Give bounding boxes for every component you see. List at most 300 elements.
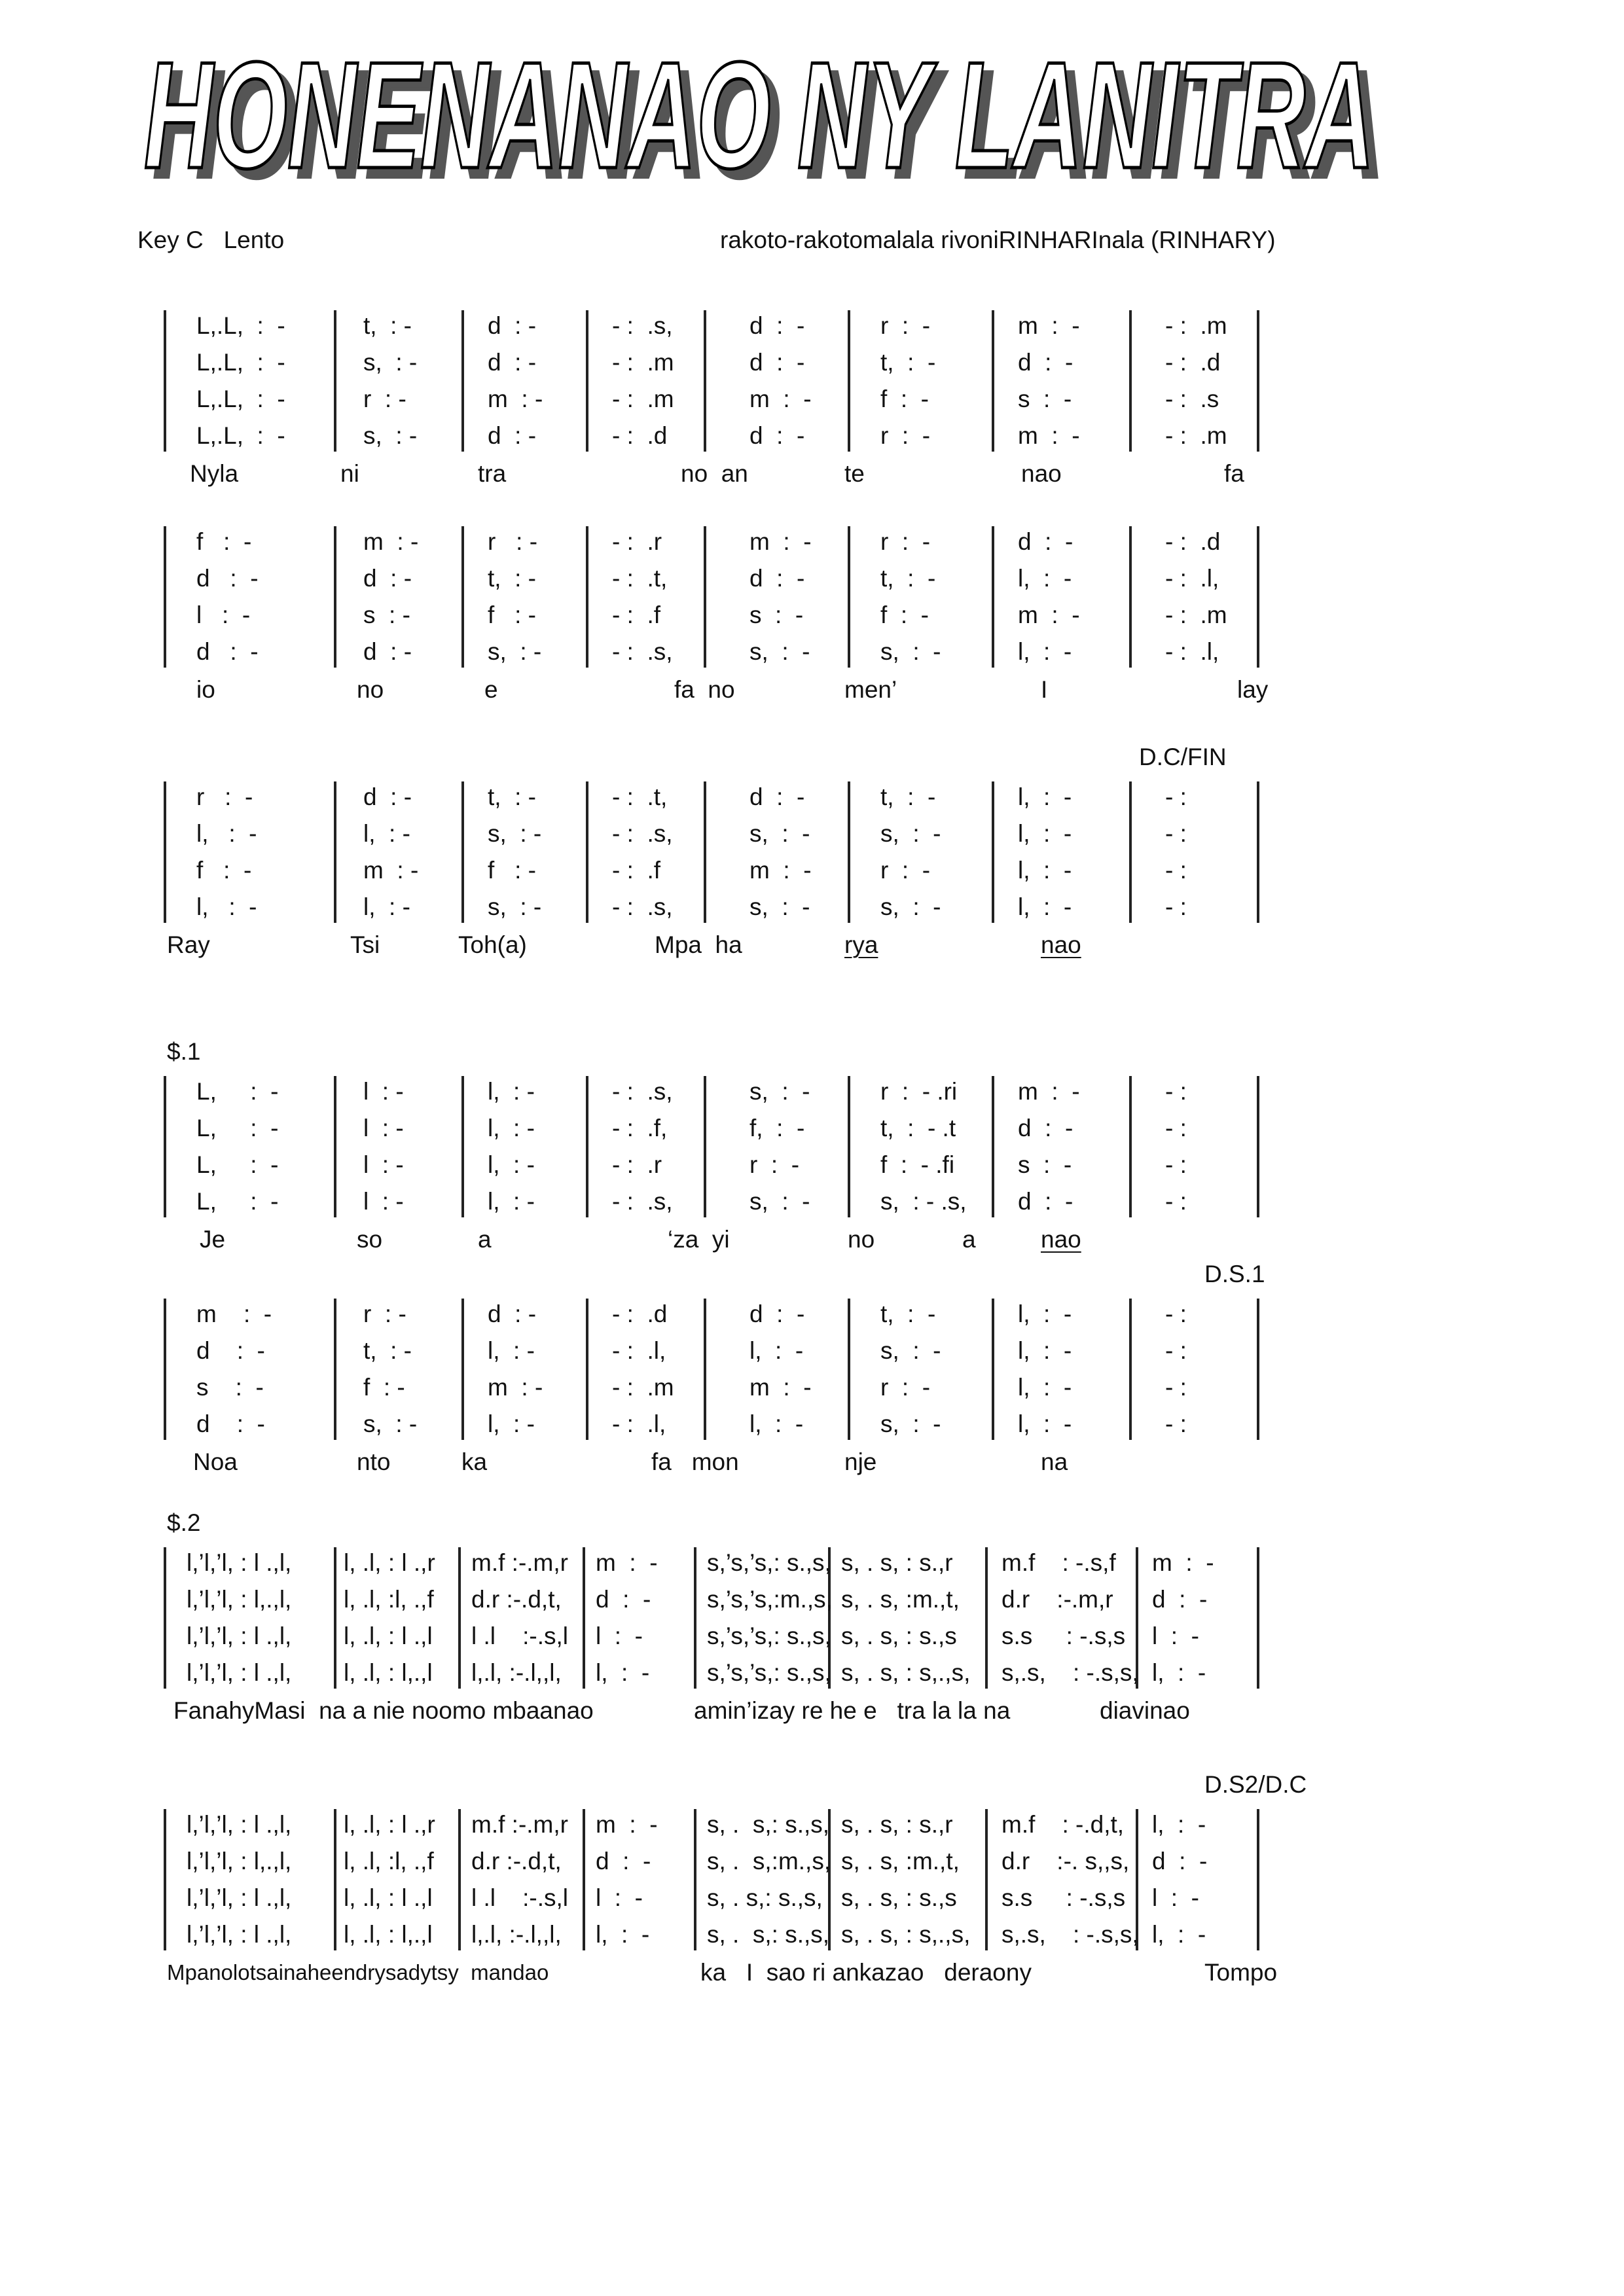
solfa-cell: - : .r	[612, 1151, 662, 1178]
solfa-cell: d : -	[749, 565, 805, 592]
lyric-syllable: no	[357, 676, 384, 703]
barline	[992, 526, 994, 668]
solfa-cell: l, : -	[1152, 1921, 1206, 1948]
solfa-cell: s : -	[1018, 386, 1072, 412]
solfa-cell: r : -	[880, 857, 931, 884]
barline	[1257, 310, 1259, 452]
barline	[1257, 1547, 1259, 1689]
barline	[334, 781, 336, 923]
barline	[704, 1299, 706, 1440]
solfa-cell: r : -	[749, 1151, 800, 1178]
lyric-syllable: io	[196, 676, 215, 703]
solfa-cell: s, : -	[880, 638, 941, 665]
solfa-cell: s, : - .s,	[880, 1188, 967, 1215]
solfa-cell: d.r :-.d,t,	[471, 1586, 562, 1613]
solfa-cell: d : -	[196, 1410, 265, 1437]
lyric-syllable: a	[962, 1226, 976, 1253]
solfa-cell: l, : -	[488, 1337, 535, 1364]
solfa-cell: l, : -	[1018, 638, 1072, 665]
lyric-syllable: Noa	[193, 1448, 238, 1475]
solfa-cell: s, : -	[749, 893, 810, 920]
solfa-cell: s, : -	[363, 349, 418, 376]
solfa-cell: d : -	[488, 422, 537, 449]
lyric-syllable: ka	[461, 1448, 488, 1475]
solfa-cell: s, . s,: s.,s,	[707, 1884, 823, 1911]
solfa-cell: s,’s,’s,: s.,s,	[707, 1659, 831, 1686]
solfa-cell: r : -	[363, 1300, 406, 1327]
solfa-cell: s : -	[196, 1374, 264, 1401]
solfa-cell: f : - .fi	[880, 1151, 955, 1178]
barline	[164, 310, 166, 452]
solfa-cell: l, : -	[596, 1659, 650, 1686]
lyric-syllable: nao	[1041, 1226, 1081, 1253]
section-marker: D.S2/D.C	[1204, 1771, 1307, 1798]
barline	[164, 1076, 166, 1217]
solfa-cell: l, .l, : l .,l	[344, 1623, 433, 1649]
solfa-cell: - : .s,	[612, 312, 673, 339]
solfa-cell: l,’l,’l, : l .,l,	[187, 1921, 292, 1948]
lyric-syllable: fa mon	[651, 1448, 739, 1475]
solfa-cell: m : -	[1018, 312, 1080, 339]
solfa-cell: l : -	[596, 1623, 643, 1649]
solfa-cell: m.f : -.d,t,	[1001, 1811, 1125, 1838]
solfa-cell: m.f :-.m,r	[471, 1811, 568, 1838]
solfa-cell: l,’l,’l, : l .,l,	[187, 1623, 292, 1649]
barline	[1129, 310, 1132, 452]
solfa-cell: d : -	[1018, 1115, 1074, 1141]
solfa-cell: l, : -	[1018, 1410, 1072, 1437]
solfa-cell: s, . s,:m.,s,	[707, 1848, 831, 1874]
key-tempo: Key C Lento	[137, 226, 285, 253]
solfa-cell: l,’l,’l, : l,.,l,	[187, 1848, 292, 1874]
solfa-cell: m : -	[1018, 422, 1080, 449]
lyric-syllable: amin’izay re he e tra la la na	[694, 1697, 1011, 1724]
lyric-syllable: Tompo	[1204, 1959, 1278, 1986]
solfa-cell: - : .m	[1165, 312, 1227, 339]
solfa-cell: - : .s	[1165, 386, 1219, 412]
solfa-cell: m : -	[488, 1374, 543, 1401]
solfa-cell: l, .l, : l .,r	[344, 1811, 435, 1838]
lyric-syllable: lay	[1237, 676, 1269, 703]
solfa-cell: L, : -	[196, 1078, 279, 1105]
solfa-cell: L,.L, : -	[196, 349, 285, 376]
solfa-cell: l : -	[1152, 1884, 1199, 1911]
solfa-cell: - : .d	[612, 1300, 668, 1327]
lyric-syllable: fa no	[674, 676, 735, 703]
solfa-cell: L, : -	[196, 1188, 279, 1215]
solfa-cell: s, . s,: s.,s,	[707, 1811, 830, 1838]
title-text: HONENANAO NY LANITRA	[144, 46, 1375, 196]
solfa-cell: l, : -	[1018, 1337, 1072, 1364]
solfa-cell: - : .f	[612, 601, 660, 628]
section-marker: $.1	[167, 1038, 201, 1065]
solfa-cell: s,.s, : -.s,s,	[1001, 1921, 1139, 1948]
barline	[704, 526, 706, 668]
lyric-syllable: ni	[340, 460, 359, 487]
solfa-cell: l, : -	[1018, 1374, 1072, 1401]
solfa-cell: s, : -	[880, 893, 941, 920]
lyric-syllable: nao	[1021, 460, 1062, 487]
solfa-cell: l,’l,’l, : l .,l,	[187, 1659, 292, 1686]
barline	[461, 1076, 464, 1217]
solfa-cell: l .l :-.s,l	[471, 1623, 568, 1649]
barline	[704, 1076, 706, 1217]
solfa-cell: - : .l,	[612, 1410, 666, 1437]
solfa-cell: m : -	[596, 1549, 658, 1576]
solfa-cell: s : -	[749, 601, 804, 628]
solfa-cell: s, : -	[363, 1410, 418, 1437]
solfa-cell: - :	[1165, 1115, 1187, 1141]
lyric-syllable: Toh(a)	[458, 931, 527, 958]
lyric-syllable: te	[844, 460, 865, 487]
barline	[1129, 526, 1132, 668]
solfa-cell: s, : -	[880, 1337, 941, 1364]
solfa-cell: m : -	[749, 386, 812, 412]
solfa-cell: l, : -	[1018, 565, 1072, 592]
lyric-syllable: FanahyMasi na a nie noomo mbaanao	[173, 1697, 594, 1724]
solfa-cell: - : .l,	[1165, 565, 1219, 592]
barline	[992, 1076, 994, 1217]
solfa-cell: t, : -	[880, 783, 936, 810]
title-shadow: HONENANAO NY LANITRA	[153, 46, 1384, 196]
lyric-syllable: a	[478, 1226, 492, 1253]
solfa-cell: f : -	[880, 601, 929, 628]
barline	[583, 1547, 585, 1689]
barline	[461, 1299, 464, 1440]
barline	[704, 310, 706, 452]
solfa-cell: L,.L, : -	[196, 422, 285, 449]
solfa-cell: - :	[1165, 783, 1187, 810]
solfa-cell: s, . s, : s.,r	[841, 1811, 953, 1838]
solfa-cell: s.s : -.s,s	[1001, 1884, 1126, 1911]
solfa-cell: l : -	[196, 601, 251, 628]
barline	[164, 1809, 166, 1950]
solfa-cell: l, : -	[1152, 1659, 1206, 1686]
barline	[1257, 1299, 1259, 1440]
solfa-cell: m : -	[596, 1811, 658, 1838]
solfa-cell: d : -	[1152, 1848, 1208, 1874]
composer-credit: rakoto-rakotomalala rivoniRINHARInala (RINHARY)	[720, 226, 1276, 253]
solfa-cell: m : -	[488, 386, 543, 412]
solfa-cell: m : -	[749, 857, 812, 884]
solfa-cell: m : -	[196, 1300, 272, 1327]
barline	[992, 1299, 994, 1440]
solfa-cell: s, : -	[363, 422, 418, 449]
solfa-cell: d : -	[1018, 349, 1074, 376]
solfa-cell: - : .t,	[612, 783, 668, 810]
lyric-syllable: e	[484, 676, 498, 703]
solfa-cell: l : -	[363, 1151, 404, 1178]
solfa-cell: f : -	[488, 601, 536, 628]
lyric-syllable: no	[848, 1226, 875, 1253]
solfa-cell: l, : -	[1018, 893, 1072, 920]
solfa-cell: s,.s, : -.s,s,	[1001, 1659, 1139, 1686]
solfa-cell: - : .d	[1165, 528, 1221, 555]
solfa-cell: L,.L, : -	[196, 312, 285, 339]
barline	[992, 781, 994, 923]
solfa-cell: l, : -	[488, 1078, 535, 1105]
lyric-syllable: no an	[681, 460, 748, 487]
song-title	[137, 46, 1414, 196]
solfa-cell: m : -	[1152, 1549, 1214, 1576]
solfa-cell: - :	[1165, 1410, 1187, 1437]
solfa-cell: m : -	[363, 857, 419, 884]
solfa-cell: l,’l,’l, : l .,l,	[187, 1549, 292, 1576]
solfa-cell: - : .l,	[1165, 638, 1219, 665]
solfa-cell: l, : -	[749, 1337, 804, 1364]
solfa-cell: l, : -	[1018, 820, 1072, 847]
barline	[1257, 781, 1259, 923]
solfa-cell: l, .l, : l .,l	[344, 1884, 433, 1911]
barline	[848, 1076, 850, 1217]
lyric-syllable: tra	[478, 460, 507, 487]
lyric-syllable: Mpanolotsainaheendrysadytsy mandao	[167, 1960, 549, 1984]
solfa-cell: l, : -	[488, 1115, 535, 1141]
solfa-cell: s, : -	[749, 1188, 810, 1215]
solfa-cell: s, : -	[488, 893, 542, 920]
lyric-syllable: nje	[844, 1448, 877, 1475]
solfa-cell: - :	[1165, 1078, 1187, 1105]
barline	[334, 1299, 336, 1440]
solfa-cell: s, . s, :m.,t,	[841, 1586, 960, 1613]
solfa-cell: d : -	[749, 422, 805, 449]
solfa-cell: l, : -	[196, 893, 257, 920]
lyric-syllable: Nyla	[190, 460, 239, 487]
solfa-cell: - : .m	[612, 386, 674, 412]
solfa-cell: t, : -	[363, 312, 412, 339]
solfa-cell: l,’l,’l, : l .,l,	[187, 1811, 292, 1838]
barline	[992, 310, 994, 452]
solfa-cell: s,’s,’s,: s.,s,	[707, 1549, 831, 1576]
solfa-cell: l : -	[363, 1115, 404, 1141]
solfa-cell: s, . s, : s.,r	[841, 1549, 953, 1576]
solfa-cell: m.f :-.m,r	[471, 1549, 568, 1576]
solfa-cell: l, .l, : l,.,l	[344, 1921, 433, 1948]
solfa-cell: - : .s,	[612, 893, 673, 920]
section-marker: D.C/FIN	[1139, 744, 1227, 770]
solfa-cell: l,.l, :-.l,,l,	[471, 1659, 562, 1686]
solfa-cell: l,’l,’l, : l .,l,	[187, 1884, 292, 1911]
solfa-cell: - : .d	[1165, 349, 1221, 376]
solfa-cell: d : -	[196, 638, 259, 665]
solfa-cell: - :	[1165, 820, 1187, 847]
solfa-cell: s, . s, : s,.,s,	[841, 1659, 971, 1686]
solfa-cell: m.f : -.s,f	[1001, 1549, 1116, 1576]
solfa-cell: s, : -	[488, 638, 542, 665]
barline	[334, 310, 336, 452]
solfa-cell: - :	[1165, 1188, 1187, 1215]
barline	[164, 1547, 166, 1689]
solfa-cell: l : -	[596, 1884, 643, 1911]
solfa-cell: l, : -	[488, 1151, 535, 1178]
solfa-cell: r : -	[880, 528, 931, 555]
lyric-syllable: nao	[1041, 931, 1081, 958]
solfa-cell: l, : -	[1018, 1300, 1072, 1327]
solfa-cell: s : -	[363, 601, 410, 628]
solfa-cell: m : -	[363, 528, 419, 555]
solfa-cell: r : -	[880, 422, 931, 449]
section-marker: $.2	[167, 1509, 201, 1536]
solfa-cell: s,’s,’s,:m.,s,	[707, 1586, 833, 1613]
solfa-cell: d.r :-. s,,s,	[1001, 1848, 1130, 1874]
solfa-cell: l, .l, :l, .,f	[344, 1586, 434, 1613]
barline	[461, 781, 464, 923]
solfa-cell: d : -	[1018, 1188, 1074, 1215]
solfa-cell: f : -	[488, 857, 536, 884]
solfa-cell: r : -	[196, 783, 253, 810]
barline	[985, 1809, 988, 1950]
solfa-cell: d : -	[488, 1300, 537, 1327]
solfa-cell: d : -	[596, 1848, 651, 1874]
barline	[1257, 1076, 1259, 1217]
solfa-cell: f : -	[196, 528, 252, 555]
solfa-cell: d : -	[363, 638, 412, 665]
solfa-cell: s, . s, : s.,s	[841, 1884, 957, 1911]
solfa-cell: d : -	[1018, 528, 1074, 555]
solfa-cell: s,’s,’s,: s.,s,	[707, 1623, 831, 1649]
barline	[586, 1076, 588, 1217]
solfa-cell: l, .l, : l,.,l	[344, 1659, 433, 1686]
solfa-cell: - : .l,	[612, 1337, 666, 1364]
solfa-cell: - : .s,	[612, 638, 673, 665]
solfa-cell: d : -	[363, 565, 412, 592]
barline	[458, 1547, 461, 1689]
barline	[694, 1547, 696, 1689]
solfa-cell: l, : -	[596, 1921, 650, 1948]
barline	[848, 1299, 850, 1440]
solfa-cell: - : .m	[612, 1374, 674, 1401]
solfa-cell: m : -	[749, 1374, 812, 1401]
solfa-cell: m : -	[1018, 1078, 1080, 1105]
barline	[1257, 526, 1259, 668]
solfa-cell: r : - .ri	[880, 1078, 958, 1105]
solfa-cell: d : -	[196, 1337, 265, 1364]
solfa-cell: d : -	[749, 312, 805, 339]
solfa-cell: - : .s,	[612, 820, 673, 847]
solfa-cell: s, . s, : s.,s	[841, 1623, 957, 1649]
lyric-syllable: Mpa ha	[655, 931, 742, 958]
solfa-cell: f : -	[196, 857, 252, 884]
barline	[334, 526, 336, 668]
solfa-cell: t, : -	[488, 565, 536, 592]
solfa-cell: - :	[1165, 893, 1187, 920]
solfa-cell: - : .m	[1165, 601, 1227, 628]
solfa-cell: l,.l, :-.l,,l,	[471, 1921, 562, 1948]
solfa-cell: s, : -	[749, 820, 810, 847]
solfa-cell: r : -	[363, 386, 406, 412]
solfa-cell: l, : -	[363, 820, 410, 847]
barline	[458, 1809, 461, 1950]
solfa-cell: d : -	[196, 565, 259, 592]
lyric-syllable: Je	[200, 1226, 226, 1253]
solfa-cell: l, .l, : l .,r	[344, 1549, 435, 1576]
solfa-cell: l : -	[1152, 1623, 1199, 1649]
barline	[1257, 1809, 1259, 1950]
solfa-cell: d : -	[363, 783, 412, 810]
lyric-syllable: na	[1041, 1448, 1068, 1475]
barline	[704, 781, 706, 923]
barline	[586, 1299, 588, 1440]
solfa-cell: t, : - .t	[880, 1115, 956, 1141]
solfa-cell: - :	[1165, 1300, 1187, 1327]
solfa-cell: l .l :-.s,l	[471, 1884, 568, 1911]
barline	[334, 1547, 336, 1689]
solfa-cell: s : -	[1018, 1151, 1072, 1178]
solfa-cell: s, . s,: s.,s,	[707, 1921, 830, 1948]
solfa-cell: - : .d	[612, 422, 668, 449]
solfa-cell: d : -	[749, 783, 805, 810]
lyric-syllable: Tsi	[350, 931, 380, 958]
solfa-cell: l : -	[363, 1078, 404, 1105]
solfa-cell: - :	[1165, 1151, 1187, 1178]
solfa-cell: d.r :-.m,r	[1001, 1586, 1113, 1613]
section-marker: D.S.1	[1204, 1261, 1265, 1287]
barline	[694, 1809, 696, 1950]
solfa-cell: f, : -	[749, 1115, 805, 1141]
solfa-cell: d : -	[749, 1300, 805, 1327]
solfa-cell: m : -	[1018, 601, 1080, 628]
solfa-cell: - :	[1165, 857, 1187, 884]
barline	[848, 310, 850, 452]
solfa-cell: s, . s, :m.,t,	[841, 1848, 960, 1874]
solfa-cell: f : -	[363, 1374, 405, 1401]
solfa-cell: d : -	[1152, 1586, 1208, 1613]
barline	[164, 526, 166, 668]
solfa-cell: - :	[1165, 1374, 1187, 1401]
solfa-cell: - : .m	[1165, 422, 1227, 449]
solfa-cell: s.s : -.s,s	[1001, 1623, 1126, 1649]
solfa-cell: - :	[1165, 1337, 1187, 1364]
barline	[461, 526, 464, 668]
barline	[848, 526, 850, 668]
solfa-cell: l, : -	[488, 1188, 535, 1215]
solfa-cell: t, : -	[880, 349, 936, 376]
barline	[461, 310, 464, 452]
solfa-cell: L, : -	[196, 1151, 279, 1178]
solfa-cell: l, : -	[1018, 857, 1072, 884]
solfa-cell: d.r :-.d,t,	[471, 1848, 562, 1874]
solfa-cell: - : .t,	[612, 565, 668, 592]
solfa-cell: d : -	[596, 1586, 651, 1613]
barline	[586, 310, 588, 452]
solfa-cell: L,.L, : -	[196, 386, 285, 412]
solfa-cell: l, : -	[488, 1410, 535, 1437]
solfa-cell: s, . s, : s,.,s,	[841, 1921, 971, 1948]
solfa-cell: l, : -	[1018, 783, 1072, 810]
solfa-cell: l, : -	[1152, 1811, 1206, 1838]
solfa-cell: - : .f	[612, 857, 660, 884]
lyric-syllable: diavinao	[1100, 1697, 1190, 1724]
solfa-cell: d : -	[488, 349, 537, 376]
solfa-cell: l,’l,’l, : l,.,l,	[187, 1586, 292, 1613]
solfa-cell: l, : -	[196, 820, 257, 847]
barline	[586, 526, 588, 668]
barline	[334, 1809, 336, 1950]
solfa-cell: r : -	[880, 312, 931, 339]
solfa-cell: l : -	[363, 1188, 404, 1215]
solfa-cell: t, : -	[363, 1337, 412, 1364]
barline	[583, 1809, 585, 1950]
solfa-cell: r : -	[488, 528, 538, 555]
solfa-cell: l, : -	[363, 893, 410, 920]
barline	[1129, 1076, 1132, 1217]
solfa-cell: - : .r	[612, 528, 662, 555]
solfa-cell: m : -	[749, 528, 812, 555]
solfa-cell: s, : -	[880, 820, 941, 847]
barline	[985, 1547, 988, 1689]
lyric-syllable: ka I sao ri ankazao deraony	[700, 1959, 1032, 1986]
solfa-cell: - : .s,	[612, 1078, 673, 1105]
